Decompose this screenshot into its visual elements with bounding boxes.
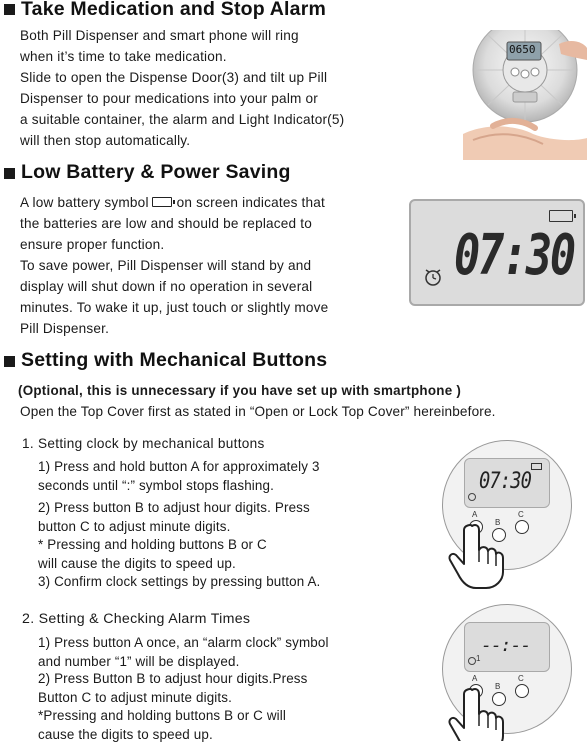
text-line: minutes. To wake it up, just touch or slightly move <box>20 297 328 318</box>
step-line: 2) Press button B to adjust hour digits. Press <box>38 499 320 518</box>
step-line: seconds until “:” symbol stops flashing. <box>38 477 320 496</box>
alarm-clock-icon <box>468 657 476 665</box>
step-line: and number “1” will be displayed. <box>38 653 329 672</box>
subsection-title-alarm: 2. Setting & Checking Alarm Times <box>22 611 250 627</box>
text-line: a suitable container, the alarm and Light Indicator(5) <box>20 109 344 130</box>
section-title-mechanical-buttons: Setting with Mechanical Buttons <box>21 349 327 372</box>
text-line: will then stop automatically. <box>20 130 344 151</box>
pointing-hand-icon <box>448 686 504 741</box>
text-line: the batteries are low and should be replaced to <box>20 213 328 234</box>
step-line: 1) Press and hold button A for approximately 3 <box>38 458 320 477</box>
step-line: will cause the digits to speed up. <box>38 555 320 574</box>
button-c[interactable] <box>515 520 529 534</box>
step-line: 1) Press button A once, an “alarm clock” symbol <box>38 634 329 653</box>
clock-steps <box>38 458 320 592</box>
text-line: To save power, Pill Dispenser will stand by and <box>20 255 328 276</box>
low-battery-text <box>20 192 328 339</box>
lcd-display-large <box>409 199 585 306</box>
pointing-hand-icon <box>448 522 504 590</box>
lcd-alarm-text: --:-- <box>481 635 530 656</box>
section-bullet <box>4 4 15 15</box>
section-bullet <box>4 168 15 179</box>
text-line: display will shut down if no operation in several <box>20 276 328 297</box>
pill-dispenser-photo <box>463 30 587 160</box>
battery-icon <box>549 210 573 222</box>
button-label: B <box>495 682 500 691</box>
dispenser-illustration-alarm <box>438 604 578 741</box>
lcd-display-small <box>464 622 550 672</box>
intro-text: Open the Top Cover first as stated in “Open or Lock Top Cover” hereinbefore. <box>20 404 496 419</box>
section-bullet <box>4 356 15 367</box>
alarm-steps <box>38 634 329 744</box>
text-fragment: on screen indicates that <box>177 195 325 210</box>
text-fragment: A low battery symbol <box>20 195 149 210</box>
text-line: Dispenser to pour medications into your palm or <box>20 88 344 109</box>
button-label: B <box>495 518 500 527</box>
button-c[interactable] <box>515 684 529 698</box>
dispenser-illustration-clock <box>438 440 578 590</box>
alarm-clock-icon <box>468 493 476 501</box>
subsection-title-clock: 1. Setting clock by mechanical buttons <box>22 436 265 451</box>
step-line: * Pressing and holding buttons B or C <box>38 536 320 555</box>
alarm-number: 1 <box>476 654 480 663</box>
text-line: Slide to open the Dispense Door(3) and tilt up Pill <box>20 67 344 88</box>
battery-icon <box>531 463 542 470</box>
lcd-display-small <box>464 458 550 508</box>
step-line: Button C to adjust minute digits. <box>38 689 329 708</box>
button-label: A <box>472 674 477 683</box>
lcd-clock-text: 07:30 <box>479 469 531 494</box>
lcd-time: 07:30 <box>454 223 574 288</box>
text-line: when it’s time to take medication. <box>20 46 344 67</box>
optional-note: (Optional, this is unnecessary if you have set up with smartphone ) <box>18 383 461 398</box>
button-label: C <box>518 674 524 683</box>
text-line: ensure proper function. <box>20 234 328 255</box>
low-battery-icon <box>152 197 172 207</box>
button-label: A <box>472 510 477 519</box>
step-line: 3) Confirm clock settings by pressing button A. <box>38 573 320 592</box>
section-title-low-battery: Low Battery & Power Saving <box>21 161 291 184</box>
alarm-clock-icon <box>423 267 443 287</box>
step-line: *Pressing and holding buttons B or C will <box>38 707 329 726</box>
take-medication-text <box>20 25 344 151</box>
step-line: 2) Press Button B to adjust hour digits.Press <box>38 670 329 689</box>
text-line: Both Pill Dispenser and smart phone will ring <box>20 25 344 46</box>
step-line: cause the digits to speed up. <box>38 726 329 744</box>
button-label: C <box>518 510 524 519</box>
section-title-take-medication: Take Medication and Stop Alarm <box>21 0 326 21</box>
step-line: button C to adjust minute digits. <box>38 518 320 537</box>
photo-display-digits: 0650 <box>509 43 536 56</box>
text-line: Pill Dispenser. <box>20 318 328 339</box>
